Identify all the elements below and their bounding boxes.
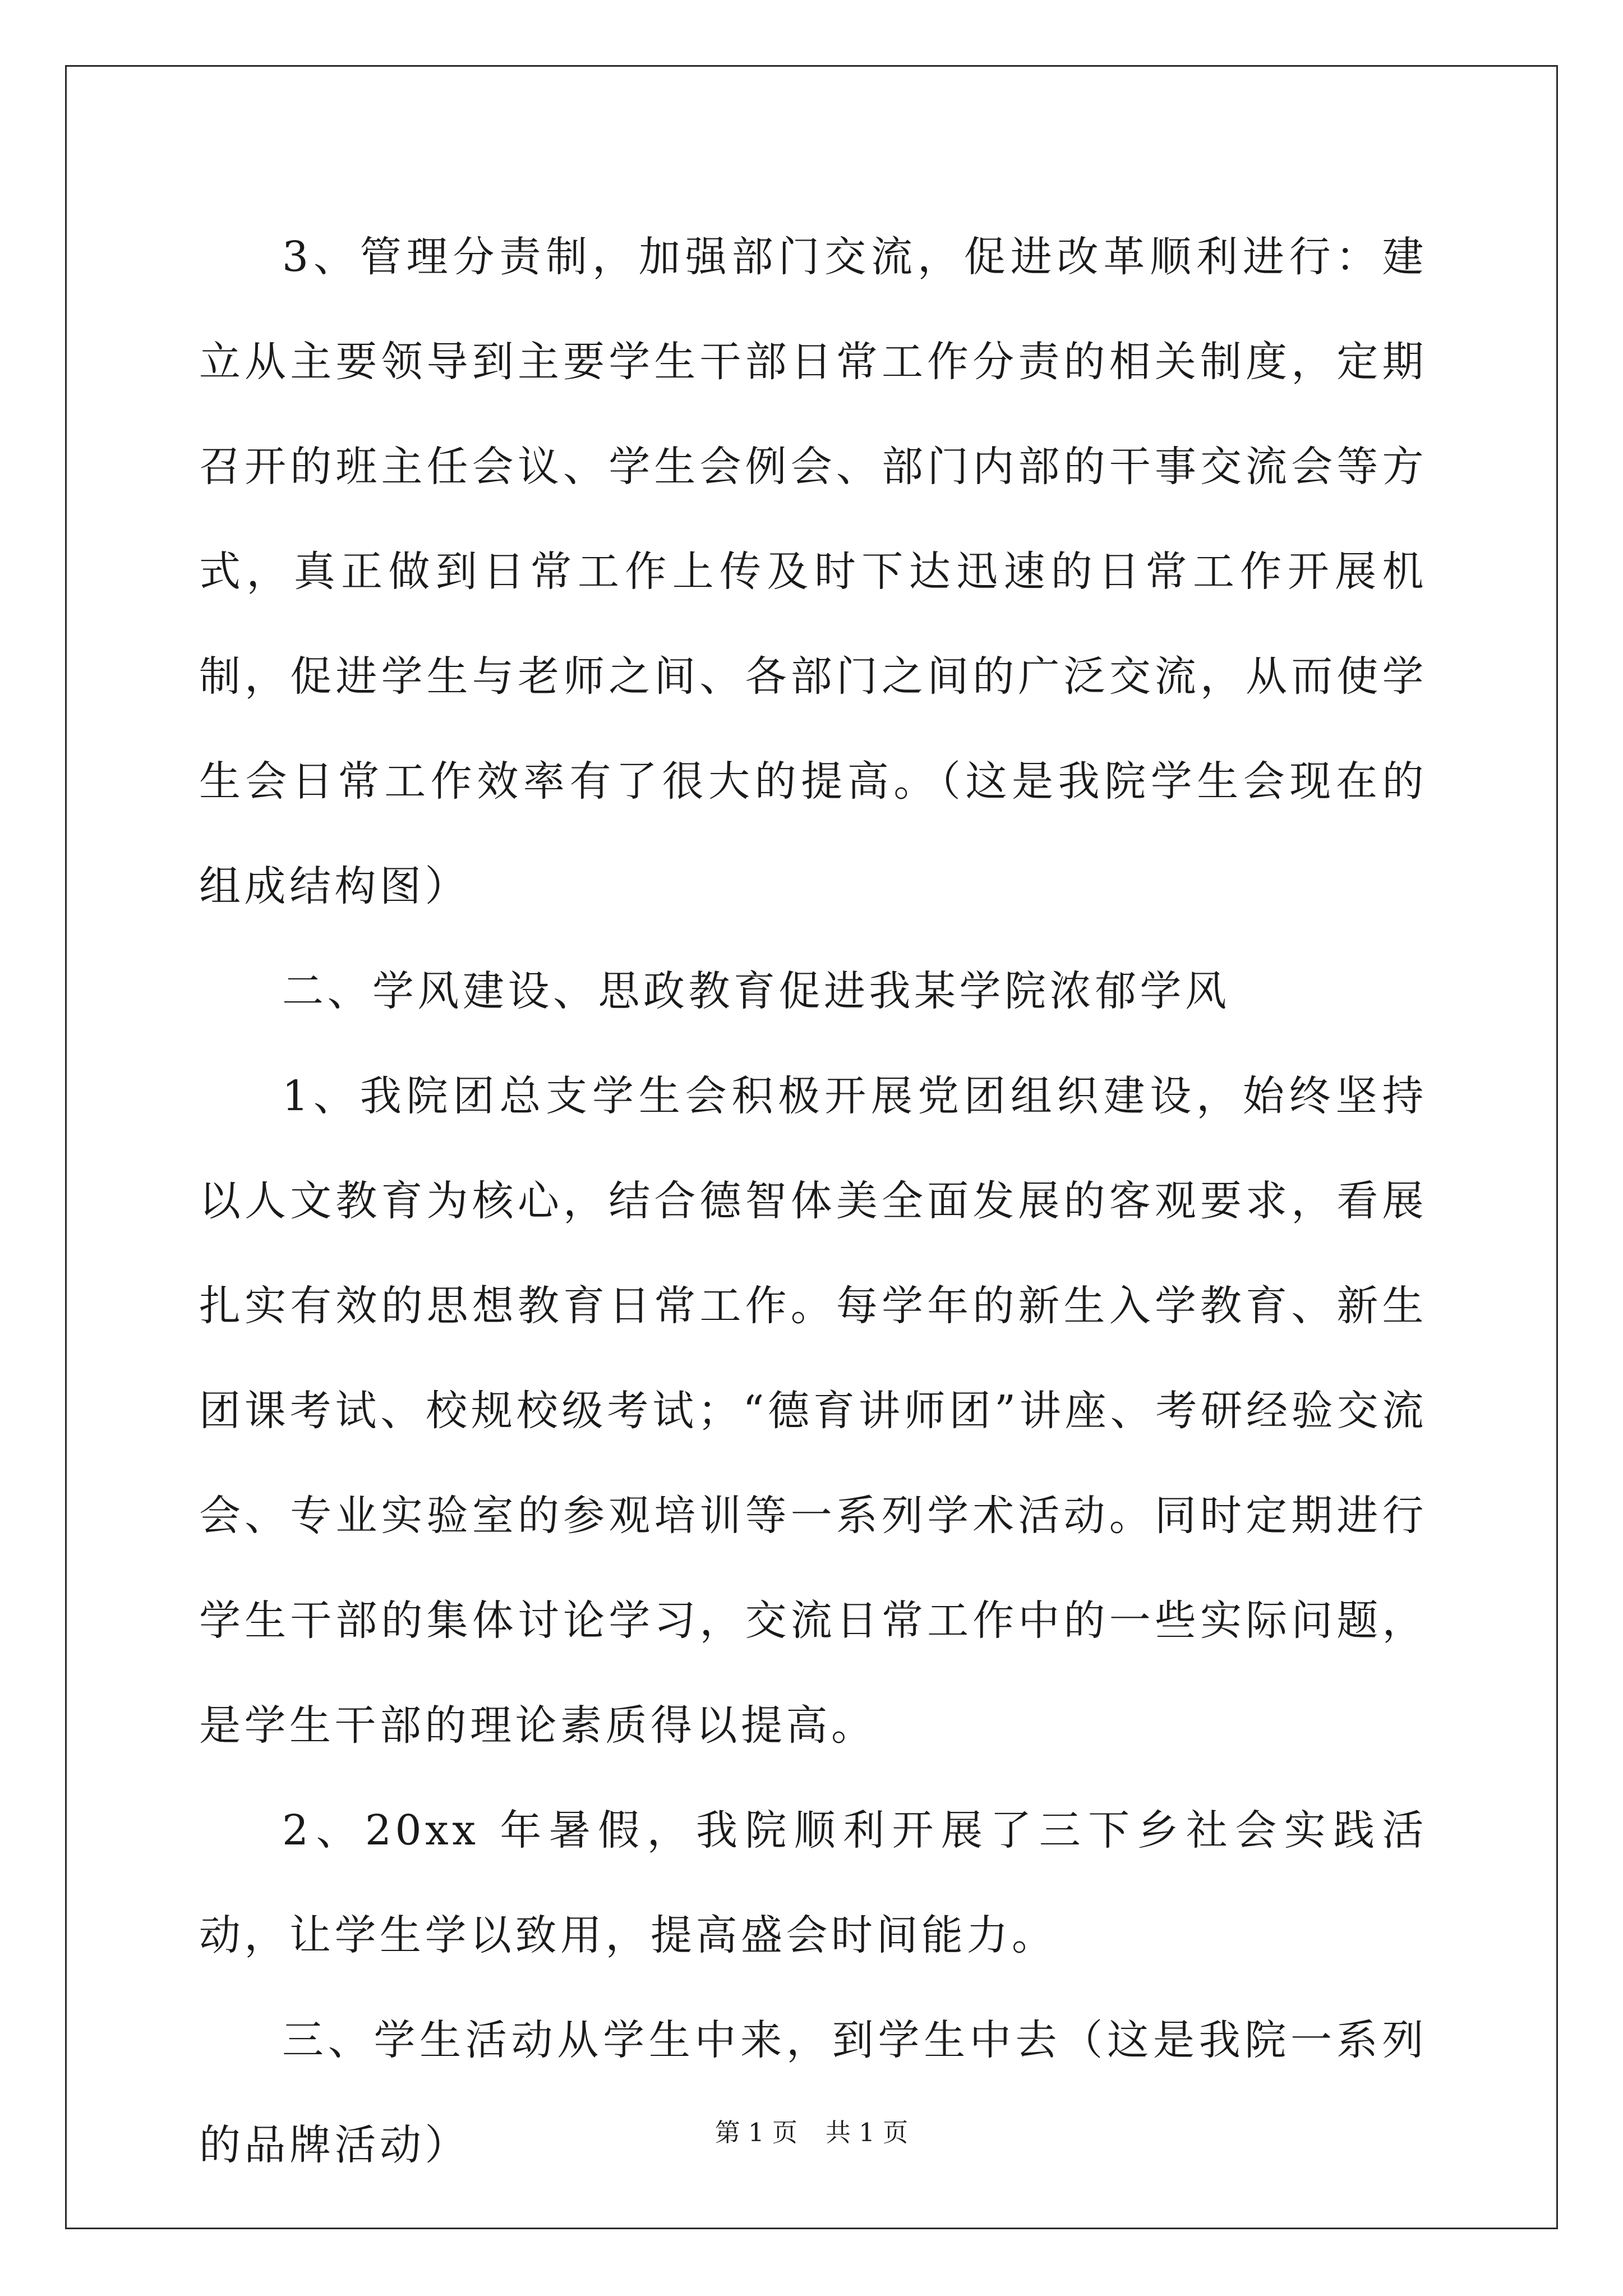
- paragraph-management: 3、管理分责制，加强部门交流，促进改革顺利进行：建立从主要领导到主要学生干部日常工作分责的相关制度，定期召开的班主任会议、学生会例会、部门内部的干事交流会等方式，真正做到日常工作上传及时下达迅速的日常工作开展机制，促进学生与老师之间、各部门之间的广泛交流，从而使学生会日常工作效率有了很大的提高。（这是我院学生会现在的组成结构图）: [199, 233, 1427, 910]
- page-number-total: 共 1 页: [826, 2118, 909, 2147]
- page-footer: [0, 2116, 1623, 2150]
- paragraph-party-building: 1、我院团总支学生会积极开展党团组织建设，始终坚持以人文教育为核心，结合德智体美全面发展的客观要求，看展扎实有效的思想教育日常工作。每学年的新生入学教育、新生团课考试、校规校级考试；“德育讲师团”讲座、考研经验交流会、专业实验室的参观培训等一系列学术活动。同时定期进行学生干部的集体讨论学习，交流日常工作中的一些实际问题，是学生干部的理论素质得以提高。: [199, 1072, 1427, 1750]
- section-heading-study-style: 二、学风建设、思政教育促进我某学院浓郁学风: [282, 967, 1230, 1015]
- paragraph-summer-practice: 2、20xx 年暑假，我院顺利开展了三下乡社会实践活动，让学生学以致用，提高盛会时间能力。: [199, 1806, 1427, 1959]
- section-heading-student-activities: 三、学生活动从学生中来，到学生中去（这是我院一系列的品牌活动）: [199, 2016, 1427, 2169]
- page-number-current: 第 1 页: [714, 2118, 797, 2147]
- document-body: [199, 205, 1427, 2198]
